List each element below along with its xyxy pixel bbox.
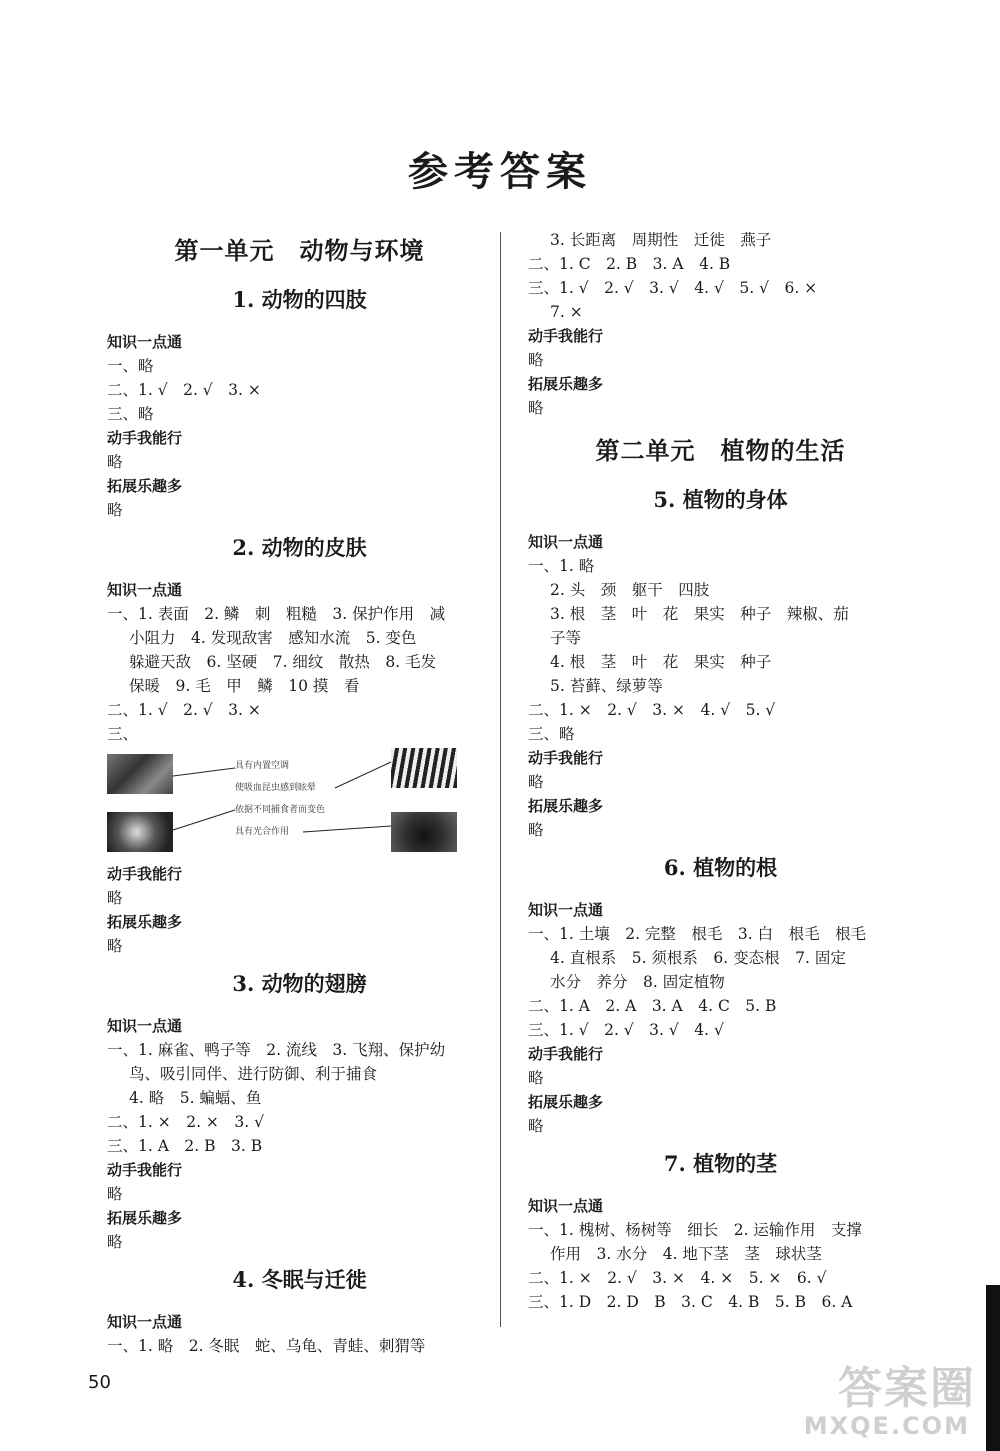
matching-label: 具有内置空调: [235, 761, 290, 771]
page-number: 50: [88, 1372, 111, 1393]
matching-label: 使吸血昆虫感到眩晕: [235, 783, 317, 793]
left-column: [107, 228, 492, 1358]
matching-lines: [107, 748, 492, 856]
watermark-logo: 答案圈: [838, 1363, 976, 1414]
section-heading: 知识一点通: [528, 901, 604, 919]
section-heading: 知识一点通: [528, 1197, 604, 1215]
answer-line: 一、1. 表面 2. 鳞 刺 粗糙 3. 保护作用 减: [107, 605, 446, 623]
section-heading: 知识一点通: [107, 581, 183, 599]
answer-line: 5. 苔藓、绿萝等: [550, 677, 663, 695]
answer-line: 略: [107, 889, 123, 907]
answer-line: 二、1. √ 2. √ 3. ×: [107, 381, 261, 399]
answer-line: 一、1. 土壤 2. 完整 根毛 3. 白 根毛 根毛: [528, 925, 867, 943]
right-column: [528, 228, 913, 1314]
answer-line: 二、1. × 2. √ 3. × 4. × 5. × 6. √: [528, 1269, 827, 1287]
answer-line: 三、: [107, 725, 139, 743]
section-heading: 拓展乐趣多: [528, 1093, 604, 1111]
answer-line: 一、略: [107, 357, 154, 375]
answer-line: 一、1. 麻雀、鸭子等 2. 流线 3. 飞翔、保护幼: [107, 1041, 446, 1059]
lesson-title: 6. 植物的根: [663, 855, 778, 880]
answer-line: 小阻力 4. 发现敌害 感知水流 5. 变色: [129, 629, 417, 647]
lesson-title: 2. 动物的皮肤: [232, 535, 367, 560]
section-heading: 动手我能行: [528, 1045, 604, 1063]
section-heading: 拓展乐趣多: [528, 375, 604, 393]
answer-line: 4. 略 5. 蝙蝠、鱼: [129, 1089, 262, 1107]
section-heading: 拓展乐趣多: [107, 913, 183, 931]
answer-line: 躲避天敌 6. 坚硬 7. 细纹 散热 8. 毛发: [129, 653, 437, 671]
answer-line: 三、略: [107, 405, 154, 423]
answer-line: 一、1. 略 2. 冬眠 蛇、乌龟、青蛙、刺猬等: [107, 1337, 426, 1355]
lesson-title: 1. 动物的四肢: [232, 287, 367, 312]
answer-line: 略: [528, 351, 544, 369]
answer-line: 2. 头 颈 躯干 四肢: [550, 581, 710, 599]
matching-label: 依据不同捕食者而变色: [235, 805, 326, 815]
answer-line: 4. 直根系 5. 须根系 6. 变态根 7. 固定: [550, 949, 846, 967]
answer-line: 略: [528, 773, 544, 791]
answer-line: 二、1. A 2. A 3. A 4. C 5. B: [528, 997, 777, 1015]
section-heading: 动手我能行: [107, 429, 183, 447]
answer-line: 略: [107, 1233, 123, 1251]
section-heading: 知识一点通: [528, 533, 604, 551]
section-heading: 拓展乐趣多: [107, 477, 183, 495]
unit-title: 第一单元 动物与环境: [174, 236, 425, 265]
section-heading: 动手我能行: [107, 865, 183, 883]
answer-line: 略: [107, 453, 123, 471]
answer-line: 一、1. 槐树、杨树等 细长 2. 运输作用 支撑: [528, 1221, 862, 1239]
answer-line: 鸟、吸引同伴、进行防御、利于捕食: [129, 1065, 378, 1083]
lesson-title: 4. 冬眠与迁徙: [232, 1267, 367, 1292]
answer-line: 水分 养分 8. 固定植物: [550, 973, 725, 991]
section-heading: 动手我能行: [528, 749, 604, 767]
answer-line: 略: [107, 501, 123, 519]
watermark-url: MXQE.COM: [803, 1412, 970, 1440]
answer-line: 作用 3. 水分 4. 地下茎 茎 球状茎: [550, 1245, 822, 1263]
lesson-title: 5. 植物的身体: [653, 487, 788, 512]
answer-line: 略: [528, 1117, 544, 1135]
answer-line: 三、1. √ 2. √ 3. √ 4. √: [528, 1021, 724, 1039]
lesson-title: 3. 动物的翅膀: [232, 971, 367, 996]
section-heading: 知识一点通: [107, 333, 183, 351]
answer-line: 3. 根 茎 叶 花 果实 种子 辣椒、茄: [550, 605, 849, 623]
lesson-title: 7. 植物的茎: [663, 1151, 778, 1176]
section-heading: 动手我能行: [107, 1161, 183, 1179]
answer-line: 略: [528, 399, 544, 417]
section-heading: 拓展乐趣多: [528, 797, 604, 815]
answer-line: 4. 根 茎 叶 花 果实 种子: [550, 653, 772, 671]
section-heading: 拓展乐趣多: [107, 1209, 183, 1227]
answer-line: 略: [107, 937, 123, 955]
answer-line: 略: [528, 1069, 544, 1087]
answer-line: 7. ×: [550, 303, 583, 321]
answer-line: 一、1. 略: [528, 557, 595, 575]
answer-line: 三、1. A 2. B 3. B: [107, 1137, 263, 1155]
answer-line: 二、1. × 2. × 3. √: [107, 1113, 264, 1131]
answer-line: 二、1. C 2. B 3. A 4. B: [528, 255, 731, 273]
answer-line: 三、略: [528, 725, 575, 743]
answer-line: 三、1. D 2. D B 3. C 4. B 5. B 6. A: [528, 1293, 853, 1311]
answer-line: 三、1. √ 2. √ 3. √ 4. √ 5. √ 6. ×: [528, 279, 818, 297]
answer-line: 子等: [550, 629, 582, 647]
column-divider: [500, 232, 501, 1327]
matching-exercise: [107, 748, 492, 856]
section-heading: 知识一点通: [107, 1017, 183, 1035]
matching-label: 具有光合作用: [235, 827, 290, 837]
answer-line: 保暖 9. 毛 甲 鳞 10 摸 看: [129, 677, 360, 695]
section-heading: 动手我能行: [528, 327, 604, 345]
answer-line: 略: [528, 821, 544, 839]
unit-title: 第二单元 植物的生活: [595, 436, 846, 465]
answer-line: 二、1. × 2. √ 3. × 4. √ 5. √: [528, 701, 776, 719]
answer-line: 3. 长距离 周期性 迁徙 燕子: [550, 231, 772, 249]
answer-line: 二、1. √ 2. √ 3. ×: [107, 701, 261, 719]
page-title: 参考答案: [408, 148, 592, 195]
section-heading: 知识一点通: [107, 1313, 183, 1331]
page-edge-bar: [986, 1285, 1000, 1451]
answer-line: 略: [107, 1185, 123, 1203]
